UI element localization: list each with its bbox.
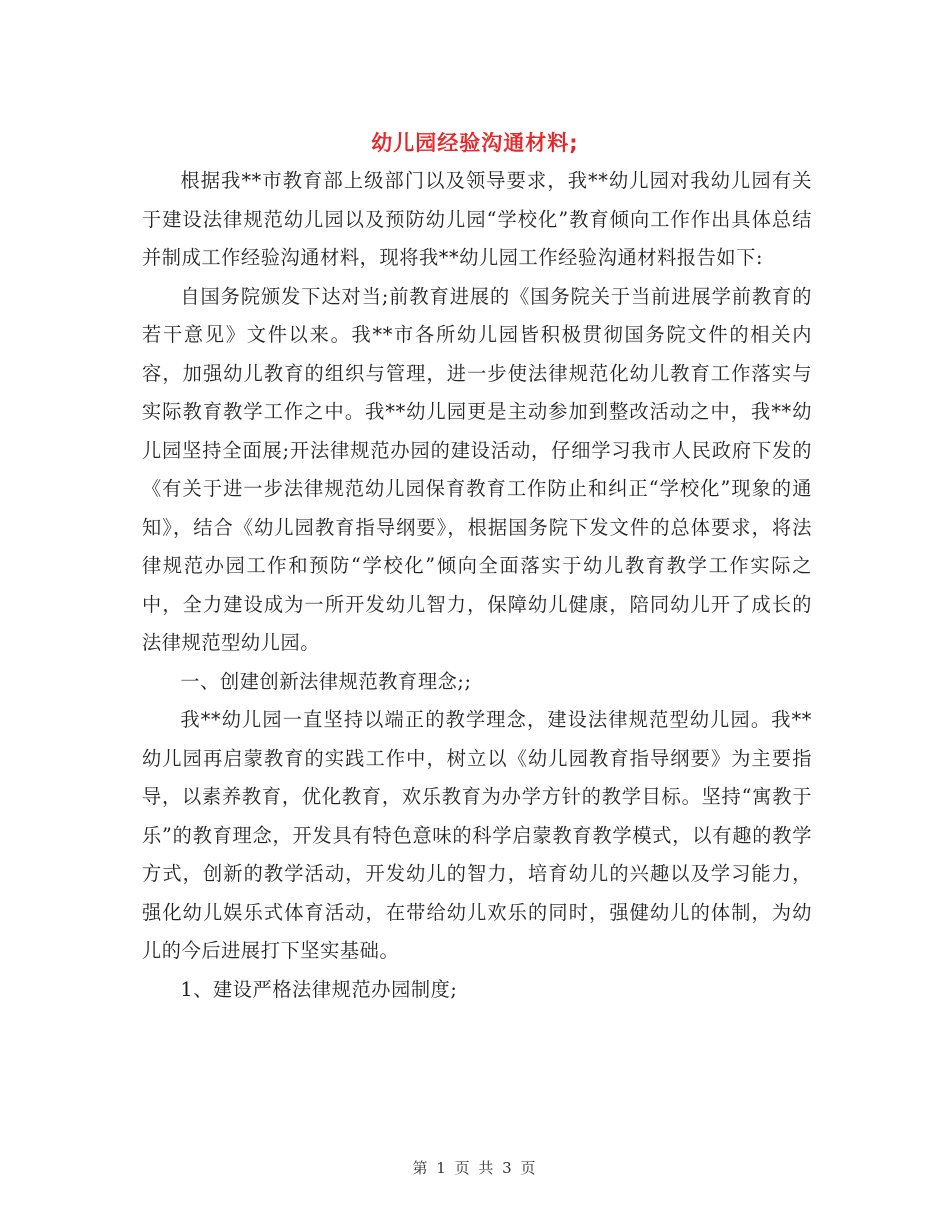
document-body (142, 162, 812, 1009)
page-number-footer: 第 1 页 共 3 页 (412, 1159, 538, 1177)
subsection-heading-1: 1、建设严格法律规范办园制度; (180, 977, 458, 1001)
section-heading-1: 一、创建创新法律规范教育理念;; (180, 669, 472, 693)
paragraph-intro: 根据我**市教育部上级部门以及领导要求，我**幼儿园对我幼儿园有关于建设法律规范幼儿园以及预防幼儿园“学校化”教育倾向工作作出具体总结并制成工作经验沟通材料，现将我**幼儿园工作经验沟通材料报告如下: (142, 169, 812, 269)
paragraph-philosophy: 我**幼儿园一直坚持以端正的教学理念，建设法律规范型幼儿园。我**幼儿园再启蒙教育的实践工作中，树立以《幼儿园教育指导纲要》为主要指导，以素养教育，优化教育，欢乐教育为办学方针的教学目标。坚持“寓教于乐”的教育理念，开发具有特色意味的科学启蒙教育教学模式，以有趣的教学方式，创新的教学活动，开发幼儿的智力，培育幼儿的兴趣以及学习能力，强化幼儿娱乐式体育活动，在带给幼儿欢乐的同时，强健幼儿的体制，为幼儿的今后进展打下坚实基础。 (142, 708, 812, 962)
paragraph-background: 自国务院颁发下达对当;前教育进展的《国务院关于当前进展学前教育的若干意见》文件以来。我**市各所幼儿园皆积极贯彻国务院文件的相关内容，加强幼儿教育的组织与管理，进一步使法律规范化幼儿教育工作落实与实际教育教学工作之中。我**幼儿园更是主动参加到整改活动之中，我**幼儿园坚持全面展;开法律规范办园的建设活动，仔细学习我市人民政府下发的《有关于进一步法律规范幼儿园保育教育工作防止和纠正“学校化”现象的通知》，结合《幼儿园教育指导纲要》，根据国务院下发文件的总体要求，将法律规范办园工作和预防“学校化”倾向全面落实于幼儿教育教学工作实际之中，全力建设成为一所开发幼儿智力，保障幼儿健康，陪同幼儿开了成长的法律规范型幼儿园。 (142, 284, 812, 654)
document-title: 幼儿园经验沟通材料; (371, 131, 579, 156)
